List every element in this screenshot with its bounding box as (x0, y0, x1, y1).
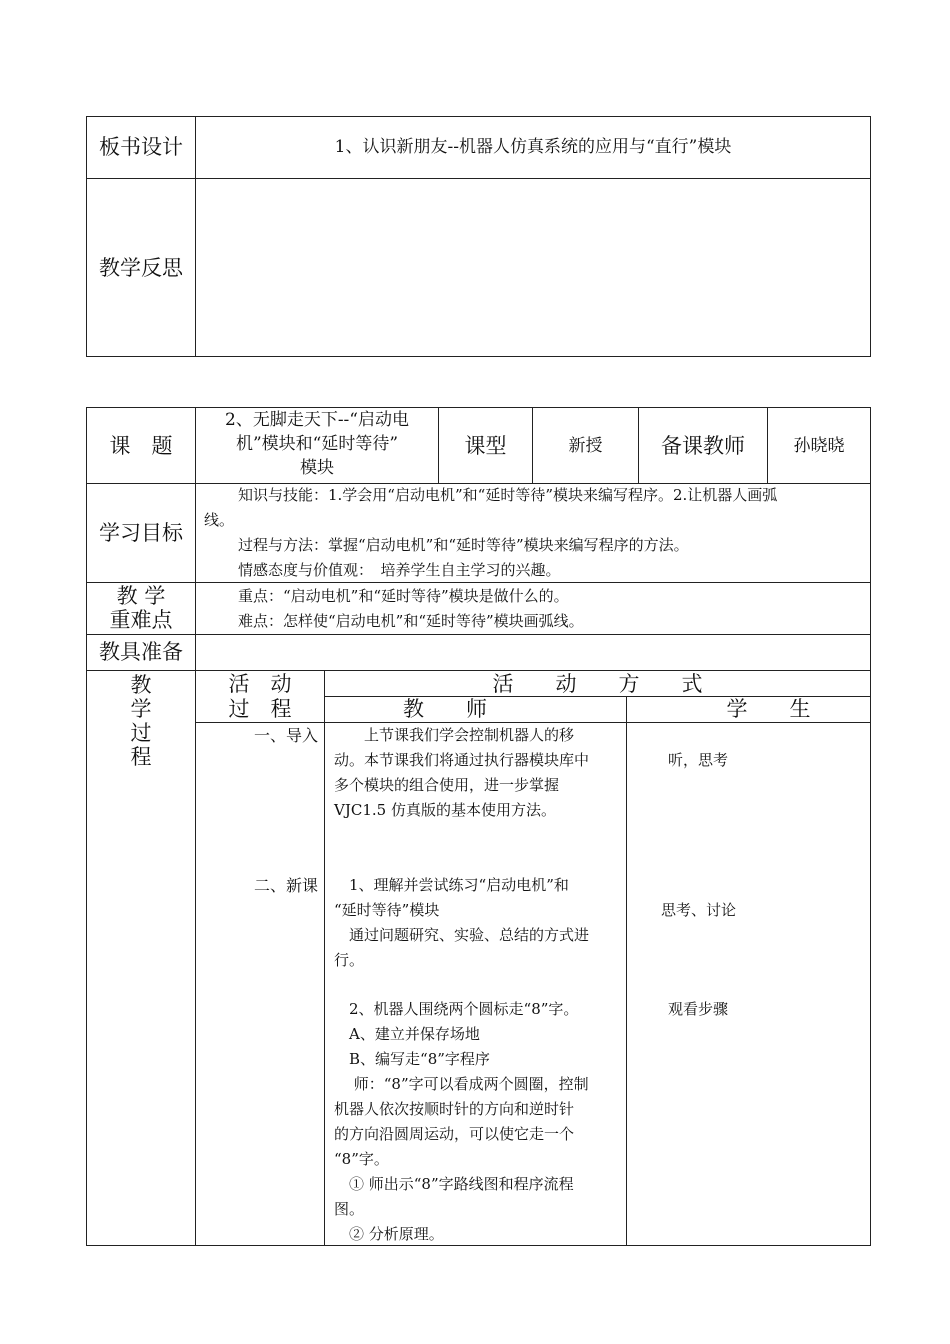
activity-header-line: 过 程 (228, 697, 292, 721)
step-figure8-student: 观看步骤 (668, 1000, 729, 1018)
row-divider-tools (86, 670, 871, 671)
table1-border-top (86, 116, 871, 117)
teacher-text-line: 图。 (334, 1200, 365, 1218)
difficulty-label-line: 重难点 (109, 608, 173, 632)
difficult-point: 难点：怎样使“启动电机”和“延时等待”模块画弧线。 (238, 612, 584, 630)
row-divider-difficulty (86, 634, 871, 635)
board-design-content: 1、认识新朋友--机器人仿真系统的应用与“直行”模块 (334, 137, 732, 157)
process-label-char: 学 (130, 697, 152, 721)
goal-knowledge-cont: 线。 (204, 511, 235, 529)
table1-border-right (870, 116, 871, 357)
difficulty-label (87, 584, 195, 632)
topic-value-line: 机”模块和“延时等待” (235, 434, 399, 454)
step-intro-name: 一、导入 (253, 726, 318, 745)
teacher-text-line: A、建立并保存场地 (334, 1025, 480, 1043)
tools-label: 教具准备 (99, 640, 183, 664)
goals-label: 学习目标 (99, 521, 183, 545)
difficulty-label-line: 教 学 (116, 584, 166, 608)
topic-label: 课 题 (109, 434, 173, 458)
teacher-text-line: “8”字。 (334, 1150, 389, 1168)
key-point: 重点：“启动电机”和“延时等待”模块是做什么的。 (238, 587, 569, 605)
table1-border-bottom (86, 356, 871, 357)
teacher-text-line: 通过问题研究、实验、总结的方式进 (334, 926, 590, 944)
method-header: 活 动 方 式 (492, 672, 703, 696)
step-intro-teacher (334, 723, 618, 823)
teacher-text-line: 师：“8”字可以看成两个圆圈，控制 (334, 1075, 589, 1093)
teacher-text-line: 2、机器人围绕两个圆标走“8”字。 (334, 1000, 579, 1018)
difficulty-content (238, 584, 858, 634)
process-label-char: 程 (130, 745, 152, 769)
topic-value (198, 408, 436, 480)
teacher-header: 教 师 (403, 697, 487, 721)
step-intro-student: 听，思考 (668, 751, 729, 769)
type-label: 课型 (464, 434, 507, 458)
goal-knowledge: 知识与技能：1.学会用“启动电机”和“延时等待”模块来编写程序。2.让机器人画弧 (238, 486, 778, 504)
topic-value-line: 2、无脚走天下--“启动电 (225, 410, 409, 430)
step-figure8-teacher (334, 997, 618, 1247)
teacher-text-line: 动。本节课我们将通过执行器模块库中 (334, 751, 590, 769)
step-new-student: 思考、讨论 (661, 901, 737, 919)
activity-header-line: 活 动 (228, 672, 292, 696)
type-value: 新授 (568, 436, 603, 456)
activity-col-divider (324, 670, 325, 1246)
teacher-text-line: VJC1.5 仿真版的基本使用方法。 (334, 801, 556, 819)
teacher-text-line: B、编写走“8”字程序 (334, 1050, 490, 1068)
step-new-name: 二、新课 (253, 876, 318, 895)
student-header: 学 生 (726, 697, 811, 721)
teacher-text-line: 的方向沿圆周运动，可以使它走一个 (334, 1125, 575, 1143)
teacher-text-line: 1、理解并尝试练习“启动电机”和 (334, 876, 569, 894)
process-label-char: 教 (130, 673, 152, 697)
teacher-text-line: 行。 (334, 951, 365, 969)
goals-content (204, 483, 868, 583)
step-new-teacher (334, 873, 618, 973)
goal-process: 过程与方法：掌握“启动电机”和“延时等待”模块来编写程序的方法。 (238, 536, 689, 554)
activity-header (196, 672, 324, 722)
teacher-text-line: ② 分析原理。 (334, 1225, 444, 1243)
goal-attitude: 情感态度与价值观： 培养学生自主学习的兴趣。 (238, 561, 561, 579)
reflection-label: 教学反思 (99, 256, 183, 280)
teacher-student-divider (626, 696, 627, 1246)
teacher-text-line: 上节课我们学会控制机器人的移 (334, 726, 575, 744)
teacher-text-line: “延时等待”模块 (334, 901, 440, 919)
board-design-label: 板书设计 (99, 135, 183, 159)
teacher-text-line: 机器人依次按顺时针的方向和逆时针 (334, 1100, 575, 1118)
label-col-divider (195, 407, 196, 1246)
teacher-text-line: 多个模块的组合使用，进一步掌握 (334, 776, 560, 794)
process-label-char: 过 (130, 721, 152, 745)
teacher-label: 备课教师 (661, 434, 745, 458)
process-label (87, 673, 195, 769)
table1-row-divider (86, 178, 871, 179)
teacher-text-line: ① 师出示“8”字路线图和程序流程 (334, 1175, 574, 1193)
table2-border-right (870, 407, 871, 1246)
topic-value-line: 模块 (300, 458, 334, 478)
teacher-value: 孙晓晓 (793, 436, 845, 456)
